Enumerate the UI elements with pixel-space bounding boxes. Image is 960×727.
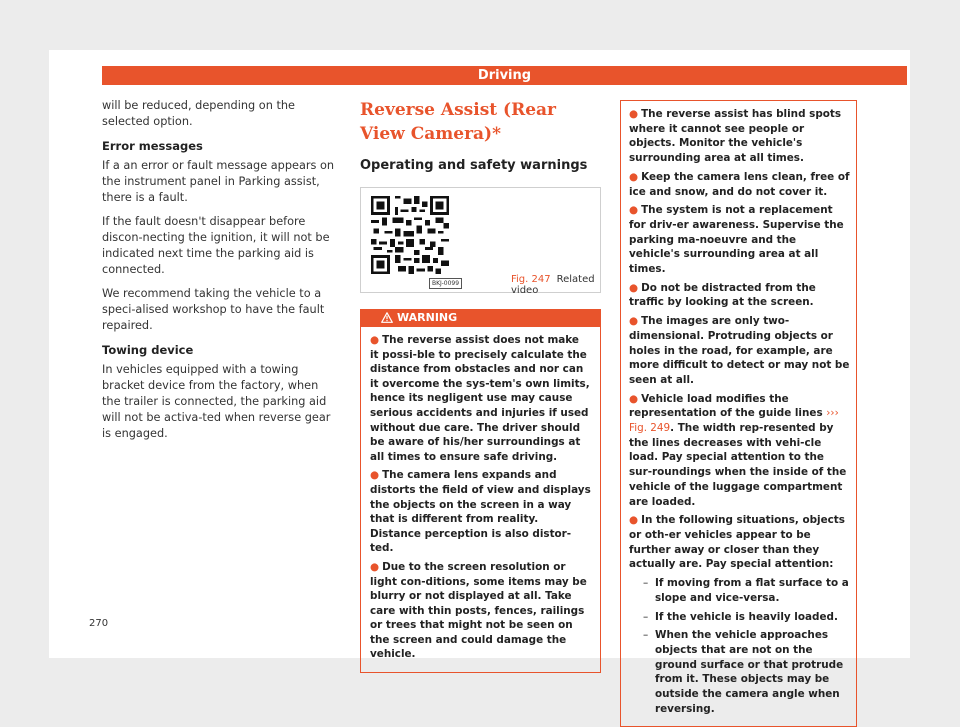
paragraph: We recommend taking the vehicle to a speci-alised workshop to have the fault repaired.: [102, 287, 325, 332]
section-title: Reverse Assist (Rear View Camera)*: [360, 100, 556, 144]
bullet-icon: ●: [370, 560, 380, 573]
warning-item-text: . The width rep-resented by the lines decreases with vehi-cle load. Pay special attention to the sur-roundings when the inside of the vehicle of the luggage compartment are loaded.: [629, 422, 847, 508]
bullet-icon: ●: [629, 108, 639, 120]
bullet-icon: ●: [629, 170, 639, 183]
warning-box: [360, 309, 601, 673]
warning-item: [629, 203, 850, 277]
warning-item: [370, 468, 591, 556]
warning-item: [629, 513, 850, 572]
sub-item: – When the vehicle approaches objects that are not on the ground surface or that protrude from it. These objects may be outside the camera angle when reversing.: [629, 628, 850, 716]
left-column: [102, 98, 340, 450]
figure-249-link[interactable]: ››› Fig. 249: [629, 407, 839, 435]
qr-code-icon[interactable]: [371, 196, 449, 274]
warning-item: [629, 170, 850, 199]
warning-triangle-icon: [381, 312, 393, 323]
warning-item-text: Do not be distracted from the traffic by looking at the screen.: [629, 281, 816, 309]
paragraph: will be reduced, depending on the selected option.: [102, 99, 295, 128]
warning-item-text: Due to the screen resolution or light con-ditions, some items may be blurry or not displayed at all. Take care with thin posts, fences, railings or trees that might not be seen on the screen and could damage the vehicle.: [370, 560, 587, 661]
warning-item: [370, 333, 591, 464]
warning-item-text: The system is not a replacement for driv-er awareness. Supervise the parking ma-noeuvre and the vehicle's surrounding area at all times.: [629, 204, 844, 276]
subsection-title: Operating and safety warnings: [360, 158, 588, 173]
warning-item: [629, 314, 850, 388]
paragraph: In vehicles equipped with a towing bracket device from the factory, when the trailer is connected, the parking aid will not be activa-ted when reverse gear is engaged.: [102, 363, 331, 440]
section-header: Driving: [102, 66, 907, 85]
warning-item-text: Vehicle load modifies the representation of the guide lines: [629, 392, 823, 420]
warning-item-text: In the following situations, objects or oth-er vehicles appear to be further away or closer than they actually are. Pay special attention:: [629, 514, 845, 571]
sub-item: – If moving from a flat surface to a slope and vice-versa.: [629, 576, 850, 605]
bullet-icon: ●: [370, 469, 380, 482]
bullet-icon: ●: [629, 315, 639, 328]
warning-item-text: The images are only two-dimensional. Protruding objects or holes in the road, for example, are more difficult to detect or may not be seen at all.: [629, 315, 850, 386]
warning-item: [629, 107, 850, 166]
figure-caption: [511, 274, 600, 296]
right-warning-column: [620, 100, 857, 727]
warning-item: [629, 392, 850, 510]
warning-header: [361, 309, 600, 327]
warning-item: [629, 281, 850, 310]
figure-number: Fig. 247: [511, 274, 551, 285]
warning-label: WARNING: [397, 311, 458, 324]
warning-item-text: The reverse assist has blind spots where it cannot see people or objects. Monitor the vehicle's surrounding area at all times.: [629, 108, 842, 165]
manual-page: [49, 50, 910, 715]
warning-item-text: Keep the camera lens clean, free of ice and snow, and do not cover it.: [629, 170, 850, 198]
heading-error-messages: Error messages: [102, 139, 203, 153]
warning-item: [370, 560, 591, 662]
page-number: 270: [89, 618, 109, 629]
bullet-icon: ●: [629, 392, 639, 405]
heading-towing-device: Towing device: [102, 343, 194, 357]
warning-item-text: The reverse assist does not make it possi-ble to precisely calculate the distance from obstacles and nor can it overcome the sys-tem's own limits, hence its negligent use may cause serious accidents and injuries if used without due care. The driver should be aware of his/her surroundings at all times to ensure safe driving.: [370, 334, 590, 463]
sub-item: – If the vehicle is heavily loaded.: [629, 610, 850, 625]
warning-body: [361, 327, 600, 672]
paragraph: If a an error or fault message appears on the instrument panel in Parking assist, there is a fault.: [102, 159, 335, 204]
middle-column: [360, 98, 601, 673]
figure-code: BKJ-0099: [429, 278, 462, 289]
warning-item-text: The camera lens expands and distorts the field of view and displays the objects on the screen in a way that is different from reality. Distance perception is also distor-ted.: [370, 469, 591, 555]
paragraph: If the fault doesn't disappear before discon-necting the ignition, it will not be indicated next time the parking aid is connected.: [102, 215, 330, 276]
bullet-icon: ●: [629, 204, 639, 217]
bullet-icon: ●: [629, 281, 639, 294]
bullet-icon: ●: [629, 514, 639, 527]
bullet-icon: ●: [370, 334, 380, 346]
figure-caption-text: Related video: [511, 274, 595, 296]
figure-247: [360, 187, 601, 296]
